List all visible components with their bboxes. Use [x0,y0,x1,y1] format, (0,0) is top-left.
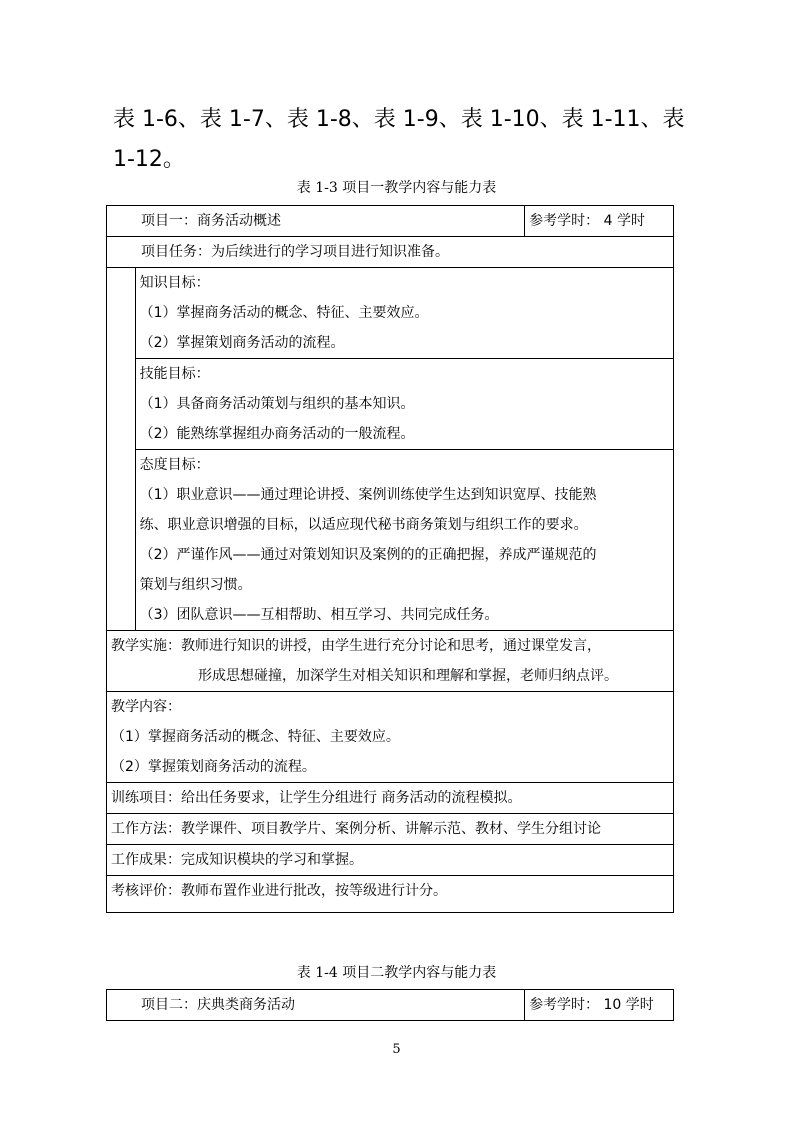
implementation-row [107,631,674,692]
knowledge-goals-row [107,268,674,359]
implementation-line-2: 形成思想碰撞，加深学生对相关知识和理解和掌握，老师归纳点评。 [198,668,618,684]
attitude-item: 练、职业意识增强的目标，以适应现代秘书商务策划与组织工作的要求。 [139,517,588,533]
project-hours: 参考学时： 4 学时 [529,213,645,229]
project-task: 项目任务：为后续进行的学习项目进行知识准备。 [141,244,449,260]
content-item: （1）掌握商务活动的概念、特征、主要效应。 [111,729,400,745]
project2-name: 项目二：庆典类商务活动 [141,997,295,1013]
knowledge-title: 知识目标： [139,275,210,291]
attitude-item: 策划与组织习惯。 [139,577,252,593]
table1 [106,205,674,913]
table2 [106,989,674,1021]
skill-goals-row [107,359,674,450]
attitude-item: （1）职业意识——通过理论讲授、案例训练使学生达到知识宽厚、技能熟 [139,487,597,503]
result-row [107,845,674,876]
content-row [107,692,674,783]
intro-line-1: 表 1-6、表 1-7、表 1-8、表 1-9、表 1-10、表 1-11、表 [113,107,685,132]
evaluation-row [107,876,674,913]
training-text: 训练项目：给出任务要求，让学生分组进行 商务活动的流程模拟。 [111,790,522,806]
skill-item: （1）具备商务活动策划与组织的基本知识。 [139,396,415,412]
skill-item: （2）能熟练掌握组办商务活动的一般流程。 [139,426,415,442]
skill-title: 技能目标： [139,366,210,382]
knowledge-item: （1）掌握商务活动的概念、特征、主要效应。 [139,305,429,321]
table2-caption: 表 1-4 项目二教学内容与能力表 [296,965,497,981]
attitude-item: （3）团队意识——互相帮助、相互学习、共同完成任务。 [139,607,499,623]
intro-line-2: 1-12。 [113,147,185,172]
training-row [107,783,674,814]
goals-indent-cell [107,268,136,631]
table2-project-row [107,990,674,1021]
table1-project-row [107,206,674,237]
intro-paragraph [113,100,693,180]
attitude-title: 态度目标： [139,457,210,473]
implementation-line-1: 教学实施：教师进行知识的讲授，由学生进行充分讨论和思考，通过课堂发言， [111,638,601,654]
result-text: 工作成果：完成知识模块的学习和掌握。 [111,852,363,868]
attitude-item: （2）严谨作风——通过对策划知识及案例的的正确把握，养成严谨规范的 [139,547,597,563]
table1-caption: 表 1-3 项目一教学内容与能力表 [296,180,497,196]
content-title: 教学内容： [111,699,181,715]
table1-task-row [107,237,674,268]
project2-hours: 参考学时： 10 学时 [529,997,654,1013]
knowledge-item: （2）掌握策划商务活动的流程。 [139,335,345,351]
method-text: 工作方法：教学课件、项目教学片、案例分析、讲解示范、教材、学生分组讨论 [111,821,601,837]
method-row [107,814,674,845]
evaluation-text: 考核评价：教师布置作业进行批改，按等级进行计分。 [111,883,447,899]
page-number: 5 [392,1042,401,1057]
attitude-goals-row [107,450,674,631]
project-name: 项目一：商务活动概述 [141,213,281,229]
content-item: （2）掌握策划商务活动的流程。 [111,759,316,775]
